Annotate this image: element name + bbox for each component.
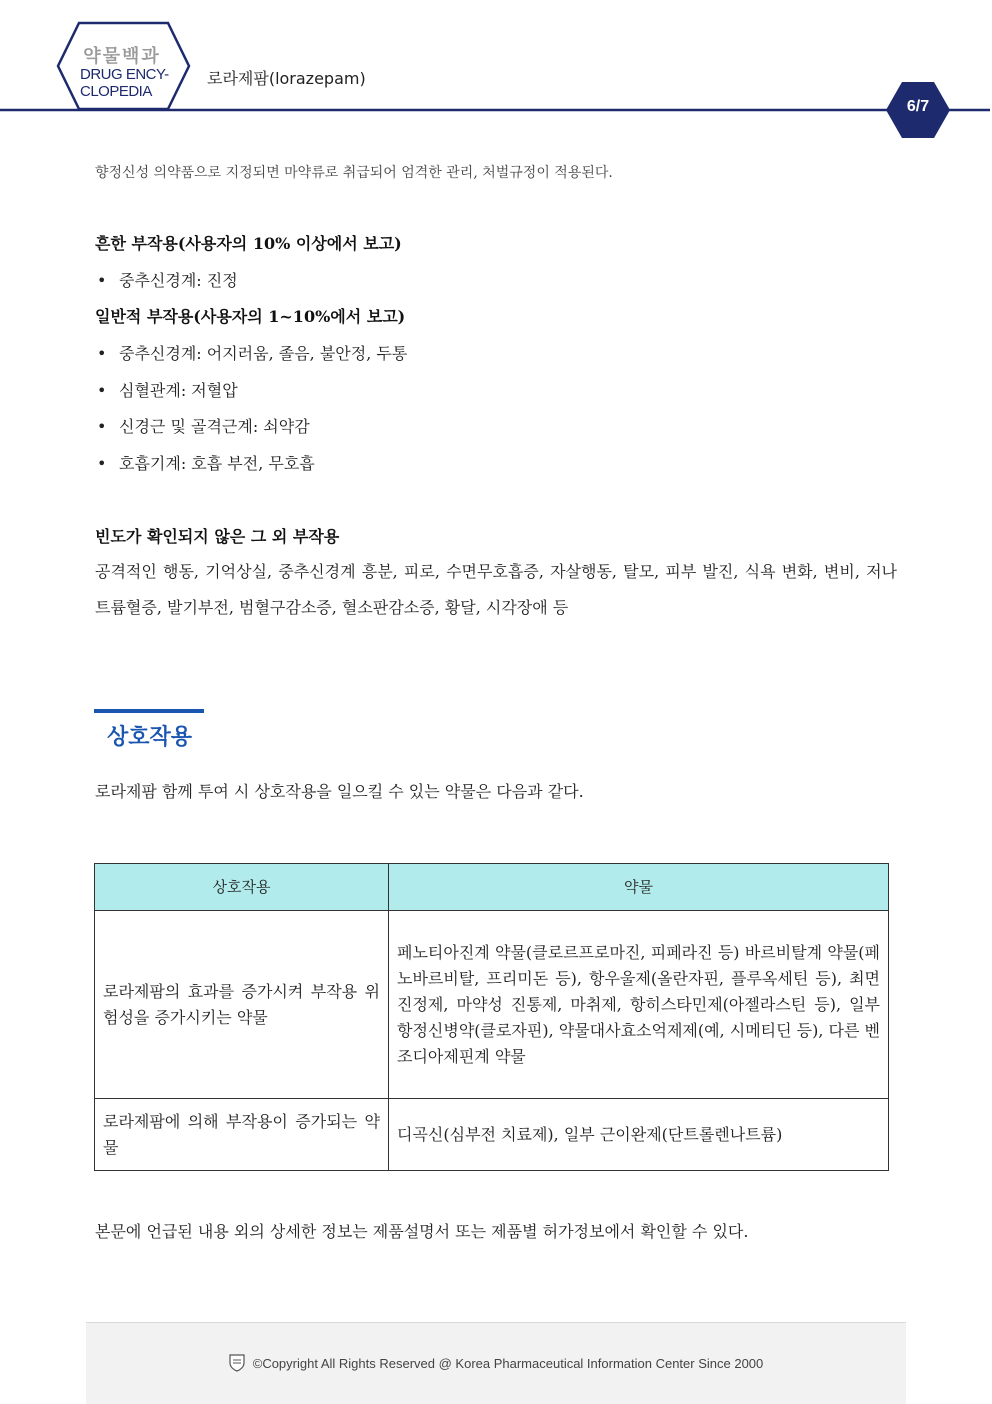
general-side-effects-heading: 일반적 부작용(사용자의 1~10%에서 보고)	[95, 307, 406, 326]
column-header: 상호작용	[95, 864, 389, 911]
table-cell: 로라제팜에 의해 부작용이 증가되는 약물	[95, 1099, 389, 1171]
shield-crest-icon	[229, 1354, 245, 1375]
table-row	[95, 911, 889, 1099]
section-accent-bar	[94, 709, 204, 713]
document-title: 로라제팜(lorazepam)	[207, 69, 366, 88]
logo-korean: 약물백과	[83, 46, 161, 67]
table-cell: 로라제팜의 효과를 증가시켜 부작용 위험성을 증가시키는 약물	[95, 911, 389, 1099]
intro-paragraph: 향정신성 의약품으로 지정되면 마약류로 취급되어 엄격한 관리, 처벌규정이 적용된다.	[95, 165, 613, 181]
table-cell: 디곡신(심부전 치료제), 일부 근이완제(단트롤렌나트륨)	[389, 1099, 889, 1171]
table-header-row	[95, 864, 889, 911]
copyright-text: ©Copyright All Rights Reserved @ Korea Pharmaceutical Information Center Since 2000	[252, 1355, 764, 1371]
column-header: 약물	[389, 864, 889, 911]
list-item: • 심혈관계: 저혈압	[97, 381, 238, 400]
interactions-intro: 로라제팜 함께 투여 시 상호작용을 일으킬 수 있는 약물은 다음과 같다.	[95, 782, 584, 801]
unknown-side-effects-text: 공격적인 행동, 기억상실, 중추신경계 흥분, 피로, 수면무호흡증, 자살행동, 탈모, 피부 발진, 식욕 변화, 변비, 저나트륨혈증, 발기부전, 범혈구감소증, 혈소판감소증, 황달, 시각장애 등	[95, 562, 897, 617]
table-cell: 페노티아진계 약물(클로르프로마진, 피페라진 등) 바르비탈계 약물(페노바르비탈, 프리미돈 등), 항우울제(올란자핀, 플루옥세틴 등), 최면진정제, 마약성 진통제, 마취제, 항히스타민제(아젤라스틴 등), 일부 항정신병약(클로자핀), 약물대사효소억제제(예, 시메티딘 등), 다른 벤조디아제핀계 약물	[389, 911, 889, 1099]
closing-note: 본문에 언급된 내용 외의 상세한 정보는 제품설명서 또는 제품별 허가정보에서 확인할 수 있다.	[95, 1222, 749, 1241]
page-footer	[86, 1322, 906, 1404]
logo-english: DRUG ENCY- CLOPEDIA	[80, 66, 169, 100]
interactions-table	[94, 863, 889, 1171]
list-item: • 중추신경계: 진정	[97, 271, 238, 290]
table-row	[95, 1099, 889, 1171]
unknown-side-effects-heading: 빈도가 확인되지 않은 그 외 부작용	[95, 527, 340, 546]
list-item: • 신경근 및 골격근계: 쇠약감	[97, 417, 310, 436]
page-number: 6/7	[906, 98, 930, 115]
list-item: • 호흡기계: 호흡 부전, 무호흡	[97, 454, 315, 473]
page-header	[0, 0, 992, 140]
list-item: • 중추신경계: 어지러움, 졸음, 불안정, 두통	[97, 344, 408, 363]
section-title: 상호작용	[107, 725, 193, 750]
common-side-effects-heading: 흔한 부작용(사용자의 10% 이상에서 보고)	[95, 234, 402, 253]
